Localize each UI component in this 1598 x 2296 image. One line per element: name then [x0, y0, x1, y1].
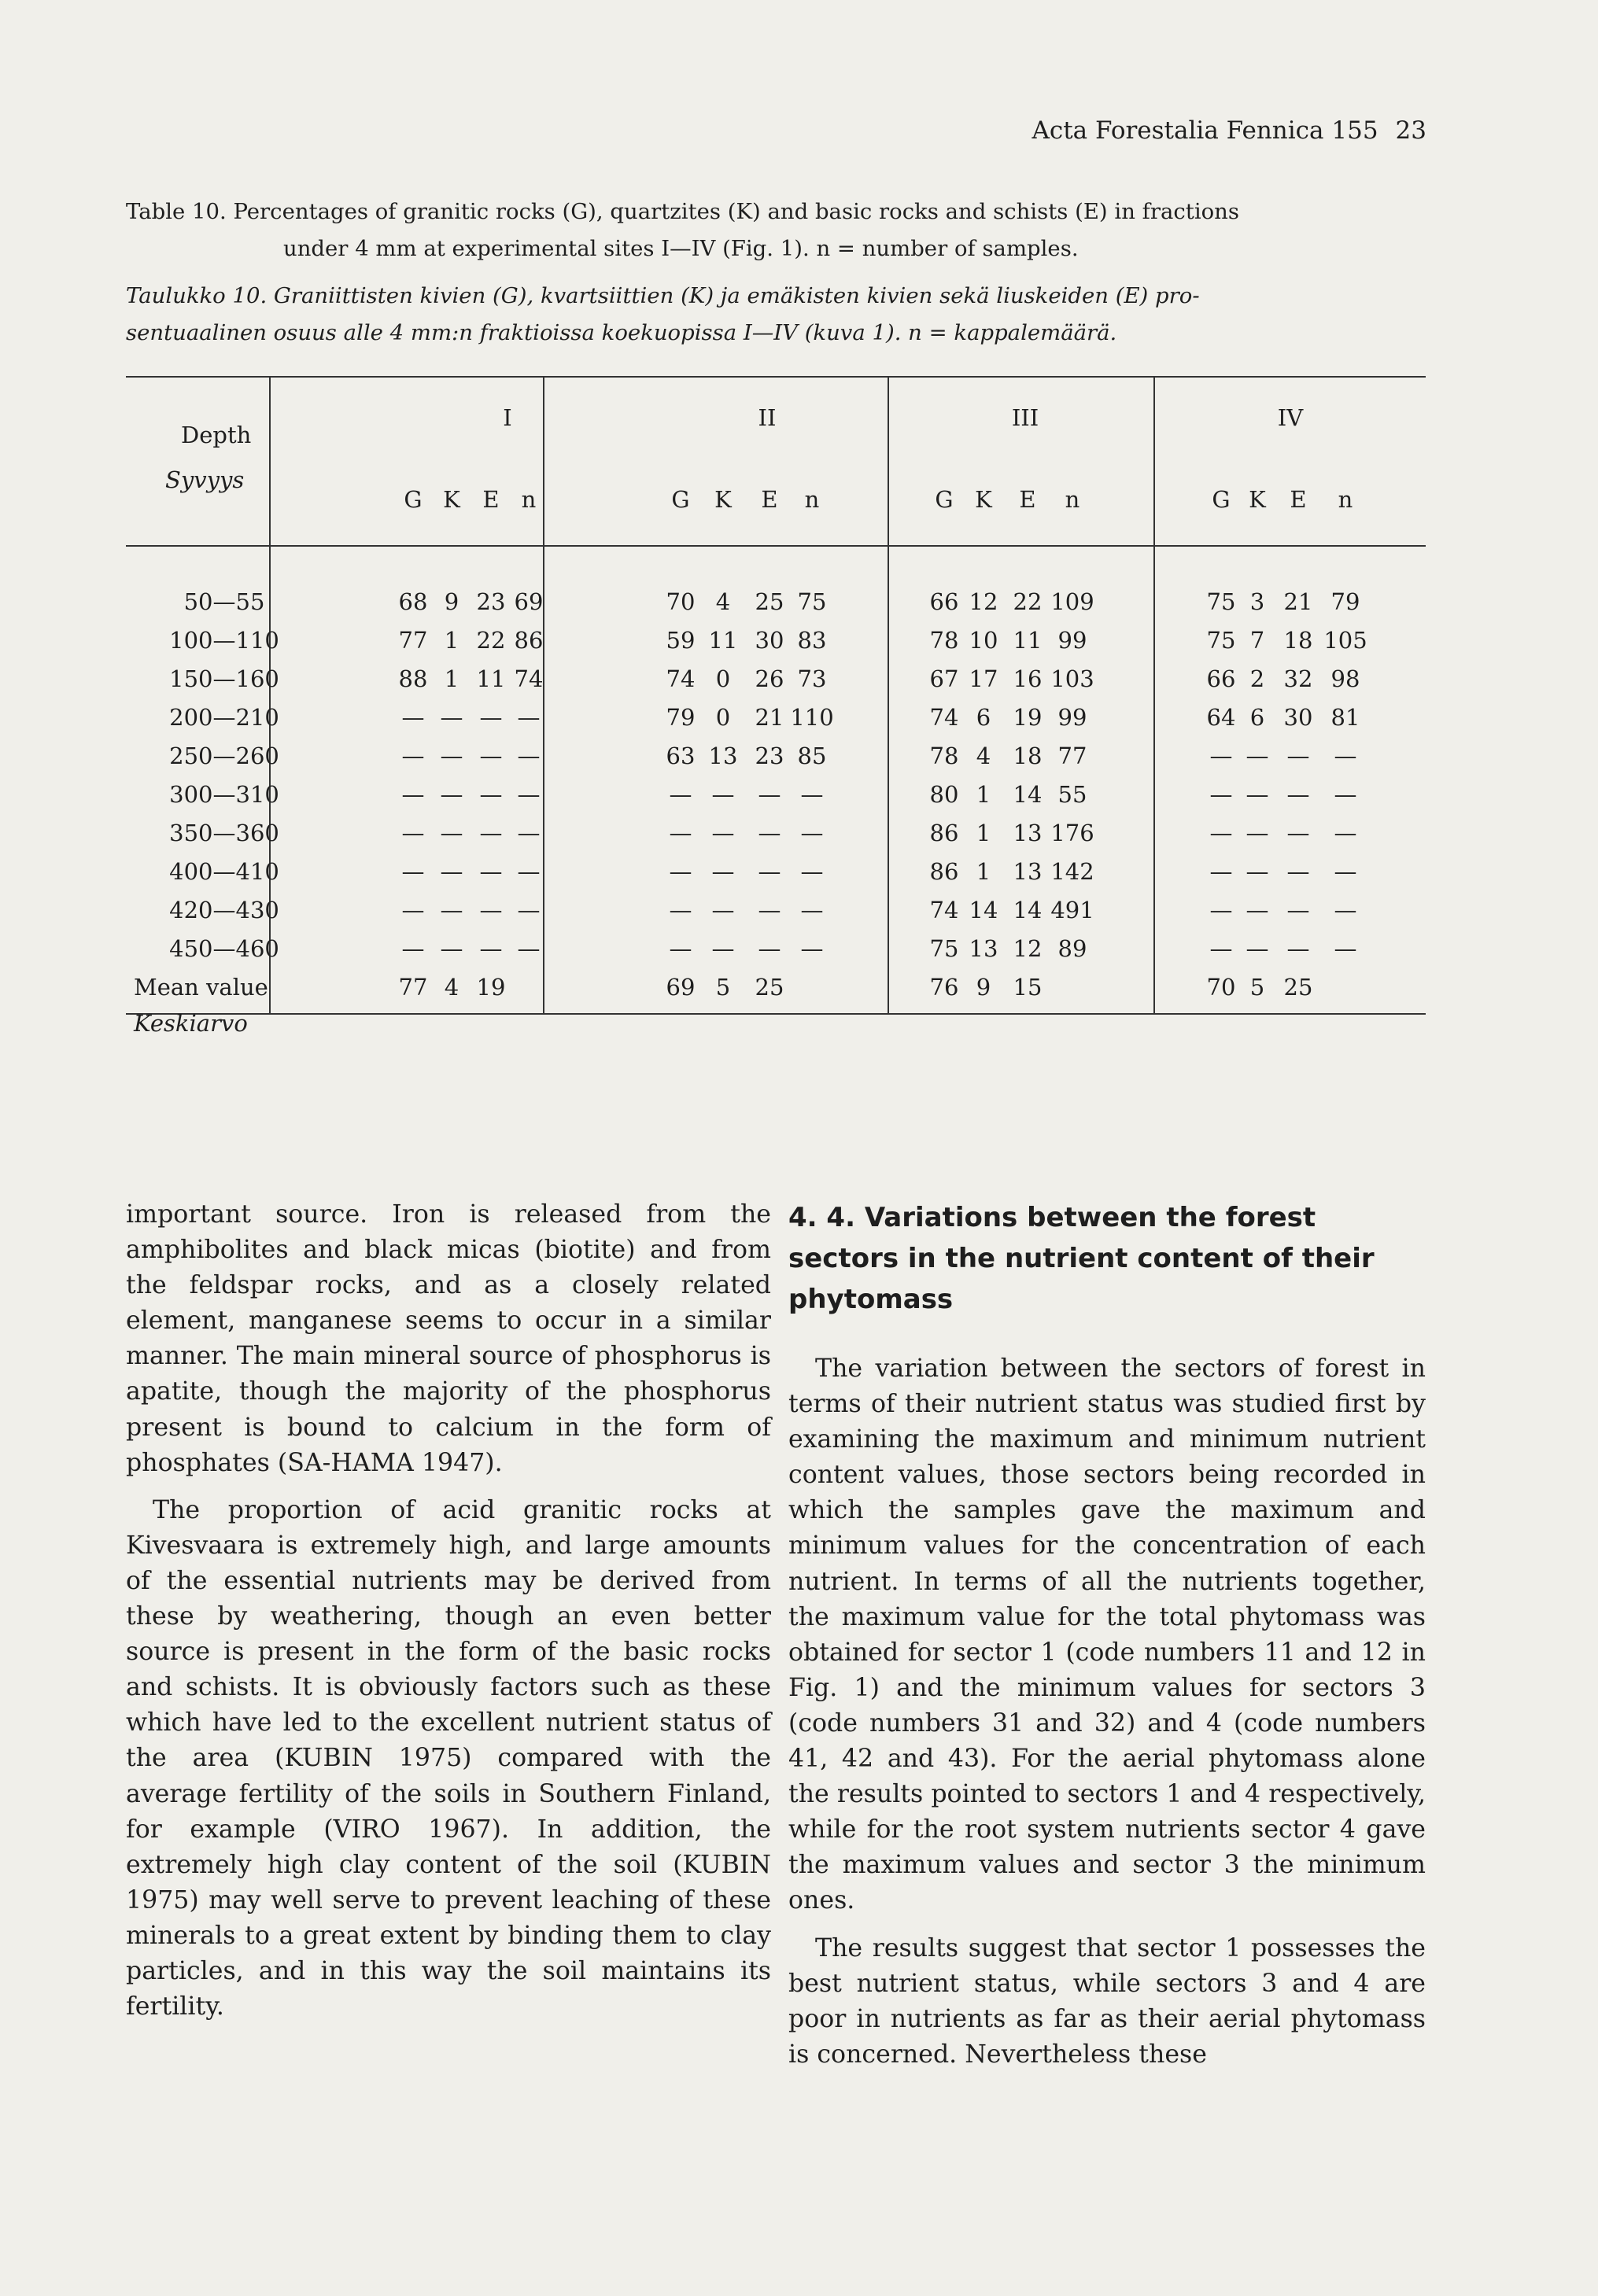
site-header-1: I	[503, 404, 512, 431]
depth-cell: 200—210	[169, 704, 279, 731]
value-cell: —	[1334, 935, 1357, 962]
right-paragraph-2: The results suggest that sector 1 possesses the best nutrient status, while sectors 3 and 4 are poor in nutrients as far as their aerial phytomass is concerned. Nevertheless these	[788, 1933, 1426, 2069]
value-cell: 85	[797, 743, 827, 769]
value-cell: —	[401, 781, 425, 808]
value-cell: 66	[1206, 665, 1236, 692]
mean-value-cell: 70	[1206, 974, 1236, 1001]
data-table	[126, 376, 1426, 1060]
value-cell: 18	[1283, 627, 1313, 654]
subcol-header: G	[935, 486, 954, 513]
value-cell: 0	[715, 665, 731, 692]
value-cell: —	[711, 858, 735, 885]
value-cell: 13	[1013, 858, 1043, 885]
value-cell: 30	[1283, 704, 1313, 731]
value-cell: —	[479, 781, 503, 808]
value-cell: 4	[976, 743, 991, 769]
value-cell: 1	[976, 820, 991, 846]
value-cell: —	[669, 858, 692, 885]
value-cell: —	[517, 820, 541, 846]
subcol-header: G	[1212, 486, 1231, 513]
journal-title: Acta Forestalia Fennica 155	[1032, 116, 1378, 145]
right-paragraph-1: The variation between the sectors of forest in terms of their nutrient status was studied first by examining the maximum and minimum nutrient content values, those sectors being recorded in which the samples gave the maximum and minimum values for the concentration of each nutrient. In terms of all the nutrients together, the maximum value for the total phytomass was obtained for sector 1 (code numbers 11 and 12 in Fig. 1) and the minimum values for sectors 3 (code numbers 31 and 32) and 4 (code numbers 41, 42 and 43). For the aerial phytomass alone the results pointed to sectors 1 and 4 respectively, while for the root system nutrients sector 4 gave the maximum values and sector 3 the minimum ones.	[788, 1354, 1426, 1915]
table-caption-english	[126, 193, 1426, 267]
left-paragraph-2: The proportion of acid granitic rocks at Kivesvaara is extremely high, and large amounts of the essential nutrients may be derived from these by weathering, though an even better source is present in the form of the basic rocks and schists. It is obviously factors such as these which have led to the excellent nutrient status of the area (KUBIN 1975) compared with the average fertility of the soils in Southern Finland, for example (VIRO 1967). In addition, the extremely high clay content of the soil (KUBIN 1975) may well serve to prevent leaching of these minerals to a great extent by binding them to clay particles, and in this way the soil maintains its fertility.	[126, 1495, 771, 2021]
value-cell: —	[1209, 781, 1233, 808]
table-divider-3	[888, 376, 889, 1013]
left-paragraph-1: important source. Iron is released from the amphibolites and black micas (biotite) and from the feldspar rocks, and as a closely related element, manganese seems to occur in a similar manner. The main mineral source of phosphorus is apatite, though the majority of the phosphorus present is bound to calcium in the form of phosphates (SA-HAMA 1947).	[126, 1200, 771, 1477]
value-cell: —	[440, 858, 463, 885]
value-cell: 21	[1283, 588, 1313, 615]
value-cell: —	[401, 704, 425, 731]
value-cell: 30	[755, 627, 784, 654]
value-cell: —	[1286, 897, 1310, 923]
value-cell: —	[800, 820, 824, 846]
value-cell: —	[800, 897, 824, 923]
table-divider-2	[543, 376, 544, 1013]
value-cell: 75	[1206, 588, 1236, 615]
value-cell: —	[1209, 935, 1233, 962]
value-cell: 26	[755, 665, 784, 692]
caption-fi-line2: sentuaalinen osuus alle 4 mm:n fraktioissa koekuopissa I—IV (kuva 1). n = kappalemäärä.	[126, 320, 1117, 345]
value-cell: —	[479, 858, 503, 885]
value-cell: 23	[755, 743, 784, 769]
value-cell: 1	[976, 781, 991, 808]
value-cell: 59	[666, 627, 696, 654]
value-cell: 70	[666, 588, 696, 615]
value-cell: 105	[1323, 627, 1367, 654]
value-cell: —	[1246, 935, 1269, 962]
value-cell: 74	[929, 704, 959, 731]
value-cell: —	[1246, 858, 1269, 885]
right-column	[788, 1197, 1426, 2073]
value-cell: 75	[797, 588, 827, 615]
value-cell: 14	[1013, 781, 1043, 808]
value-cell: —	[669, 820, 692, 846]
subcol-header: G	[671, 486, 690, 513]
site-header-2: II	[758, 404, 777, 431]
value-cell: 25	[755, 588, 784, 615]
value-cell: 32	[1283, 665, 1313, 692]
value-cell: 1	[976, 858, 991, 885]
value-cell: —	[517, 897, 541, 923]
value-cell: 88	[398, 665, 428, 692]
value-cell: 13	[1013, 820, 1043, 846]
subcol-header: n	[521, 486, 537, 513]
value-cell: —	[1286, 858, 1310, 885]
value-cell: 10	[969, 627, 998, 654]
value-cell: 74	[929, 897, 959, 923]
subcol-header: K	[443, 486, 460, 513]
caption-fi-line1: Taulukko 10. Graniittisten kivien (G), kvartsiittien (K) ja emäkisten kivien sekä liuskeiden (E) pro-	[126, 283, 1200, 308]
section-heading: 4. 4. Variations between the forest sectors in the nutrient content of their phytomass	[788, 1202, 1375, 1315]
value-cell: —	[517, 935, 541, 962]
value-cell: —	[669, 897, 692, 923]
value-cell: 1	[444, 627, 459, 654]
value-cell: 11	[708, 627, 738, 654]
value-cell: 3	[1249, 588, 1265, 615]
value-cell: —	[758, 858, 781, 885]
subcol-header: E	[1019, 486, 1036, 513]
value-cell: —	[401, 858, 425, 885]
value-cell: 103	[1050, 665, 1094, 692]
value-cell: —	[401, 935, 425, 962]
depth-cell: 420—430	[169, 897, 279, 923]
value-cell: —	[1334, 858, 1357, 885]
value-cell: —	[1246, 781, 1269, 808]
value-cell: —	[1334, 897, 1357, 923]
site-header-4: IV	[1277, 404, 1304, 431]
value-cell: —	[1209, 820, 1233, 846]
depth-cell: 450—460	[169, 935, 279, 962]
value-cell: —	[517, 704, 541, 731]
value-cell: 18	[1013, 743, 1043, 769]
mean-value-cell: 5	[1249, 974, 1265, 1001]
value-cell: —	[401, 897, 425, 923]
value-cell: —	[1286, 781, 1310, 808]
mean-label-fi: Keskiarvo	[134, 1010, 248, 1037]
subcol-header: K	[1249, 486, 1266, 513]
value-cell: 77	[1057, 743, 1087, 769]
value-cell: —	[1334, 781, 1357, 808]
value-cell: 99	[1057, 704, 1087, 731]
value-cell: —	[1286, 820, 1310, 846]
value-cell: —	[758, 781, 781, 808]
table-header-rule	[126, 545, 1426, 547]
subcol-header: E	[482, 486, 500, 513]
value-cell: 491	[1050, 897, 1094, 923]
running-header	[1032, 116, 1426, 145]
mean-label: Mean value	[134, 974, 268, 1001]
table-top-rule	[126, 376, 1426, 378]
value-cell: 77	[398, 627, 428, 654]
value-cell: —	[479, 704, 503, 731]
value-cell: 1	[444, 665, 459, 692]
value-cell: —	[1286, 935, 1310, 962]
value-cell: 86	[929, 858, 959, 885]
value-cell: 74	[514, 665, 544, 692]
value-cell: —	[1209, 743, 1233, 769]
value-cell: 79	[1330, 588, 1360, 615]
value-cell: —	[440, 935, 463, 962]
value-cell: 55	[1057, 781, 1087, 808]
table-caption-finnish	[126, 278, 1426, 352]
value-cell: 75	[1206, 627, 1236, 654]
value-cell: 68	[398, 588, 428, 615]
value-cell: —	[401, 820, 425, 846]
value-cell: 69	[514, 588, 544, 615]
value-cell: —	[440, 704, 463, 731]
value-cell: —	[800, 781, 824, 808]
value-cell: 75	[929, 935, 959, 962]
value-cell: 6	[1249, 704, 1265, 731]
value-cell: —	[758, 935, 781, 962]
value-cell: 13	[708, 743, 738, 769]
value-cell: —	[401, 743, 425, 769]
value-cell: —	[517, 858, 541, 885]
caption-en-line2: under 4 mm at experimental sites I—IV (Fig. 1). n = number of samples.	[283, 236, 1079, 261]
mean-value-cell: 25	[755, 974, 784, 1001]
value-cell: —	[1246, 743, 1269, 769]
value-cell: 22	[476, 627, 506, 654]
value-cell: 7	[1249, 627, 1265, 654]
mean-value-cell: 9	[976, 974, 991, 1001]
depth-label: Depth	[181, 422, 252, 448]
value-cell: 86	[929, 820, 959, 846]
value-cell: —	[479, 743, 503, 769]
value-cell: 79	[666, 704, 696, 731]
value-cell: —	[1286, 743, 1310, 769]
value-cell: —	[669, 781, 692, 808]
value-cell: 12	[969, 588, 998, 615]
value-cell: 110	[790, 704, 834, 731]
value-cell: 14	[1013, 897, 1043, 923]
value-cell: 86	[514, 627, 544, 654]
page-number: 23	[1395, 116, 1426, 145]
depth-cell: 300—310	[169, 781, 279, 808]
subcol-header: n	[1065, 486, 1080, 513]
mean-value-cell: 69	[666, 974, 696, 1001]
value-cell: 14	[969, 897, 998, 923]
caption-en-line1: Table 10. Percentages of granitic rocks (G), quartzites (K) and basic rocks and schists (E) in fractions	[126, 199, 1239, 224]
value-cell: 83	[797, 627, 827, 654]
subcol-header: E	[761, 486, 778, 513]
subcol-header: E	[1290, 486, 1307, 513]
value-cell: 22	[1013, 588, 1043, 615]
value-cell: 142	[1050, 858, 1094, 885]
value-cell: —	[517, 743, 541, 769]
depth-cell: 400—410	[169, 858, 279, 885]
mean-value-cell: 77	[398, 974, 428, 1001]
value-cell: 11	[1013, 627, 1043, 654]
value-cell: —	[440, 743, 463, 769]
value-cell: 16	[1013, 665, 1043, 692]
mean-value-cell: 19	[476, 974, 506, 1001]
depth-cell: 50—55	[183, 588, 265, 615]
value-cell: —	[669, 935, 692, 962]
mean-value-cell: 15	[1013, 974, 1043, 1001]
subcol-header: n	[1338, 486, 1353, 513]
value-cell: 74	[666, 665, 696, 692]
value-cell: —	[440, 897, 463, 923]
value-cell: 19	[1013, 704, 1043, 731]
value-cell: 13	[969, 935, 998, 962]
value-cell: —	[479, 897, 503, 923]
depth-cell: 350—360	[169, 820, 279, 846]
value-cell: 11	[476, 665, 506, 692]
value-cell: 64	[1206, 704, 1236, 731]
value-cell: —	[440, 781, 463, 808]
value-cell: —	[479, 820, 503, 846]
value-cell: —	[758, 820, 781, 846]
subcol-header: K	[714, 486, 732, 513]
value-cell: —	[711, 820, 735, 846]
subcol-header: G	[404, 486, 423, 513]
value-cell: 98	[1330, 665, 1360, 692]
value-cell: 2	[1249, 665, 1265, 692]
value-cell: 109	[1050, 588, 1094, 615]
value-cell: —	[1209, 858, 1233, 885]
value-cell: 66	[929, 588, 959, 615]
value-cell: —	[711, 781, 735, 808]
table-bottom-rule	[126, 1013, 1426, 1015]
value-cell: 6	[976, 704, 991, 731]
value-cell: 9	[444, 588, 459, 615]
value-cell: 21	[755, 704, 784, 731]
value-cell: —	[711, 897, 735, 923]
value-cell: 78	[929, 627, 959, 654]
value-cell: —	[1209, 897, 1233, 923]
subcol-header: K	[975, 486, 992, 513]
value-cell: 63	[666, 743, 696, 769]
value-cell: —	[1246, 897, 1269, 923]
value-cell: 23	[476, 588, 506, 615]
value-cell: 12	[1013, 935, 1043, 962]
value-cell: 78	[929, 743, 959, 769]
value-cell: —	[1246, 820, 1269, 846]
value-cell: 67	[929, 665, 959, 692]
value-cell: 4	[715, 588, 731, 615]
value-cell: 176	[1050, 820, 1094, 846]
mean-value-cell: 4	[444, 974, 459, 1001]
value-cell: 0	[715, 704, 731, 731]
depth-cell: 250—260	[169, 743, 279, 769]
depth-label-fi: Syvyys	[165, 466, 245, 493]
value-cell: —	[758, 897, 781, 923]
depth-cell: 150—160	[169, 665, 279, 692]
table-divider-4	[1153, 376, 1155, 1013]
value-cell: —	[479, 935, 503, 962]
site-header-3: III	[1011, 404, 1039, 431]
value-cell: 73	[797, 665, 827, 692]
value-cell: 81	[1330, 704, 1360, 731]
value-cell: —	[440, 820, 463, 846]
value-cell: 99	[1057, 627, 1087, 654]
mean-value-cell: 76	[929, 974, 959, 1001]
value-cell: —	[800, 935, 824, 962]
subcol-header: n	[804, 486, 820, 513]
value-cell: —	[1334, 743, 1357, 769]
value-cell: —	[517, 781, 541, 808]
mean-value-cell: 5	[715, 974, 731, 1001]
value-cell: —	[1334, 820, 1357, 846]
value-cell: —	[800, 858, 824, 885]
left-column	[126, 1197, 771, 2025]
value-cell: 80	[929, 781, 959, 808]
value-cell: —	[711, 935, 735, 962]
value-cell: 17	[969, 665, 998, 692]
depth-cell: 100—110	[169, 627, 279, 654]
value-cell: 89	[1057, 935, 1087, 962]
mean-value-cell: 25	[1283, 974, 1313, 1001]
